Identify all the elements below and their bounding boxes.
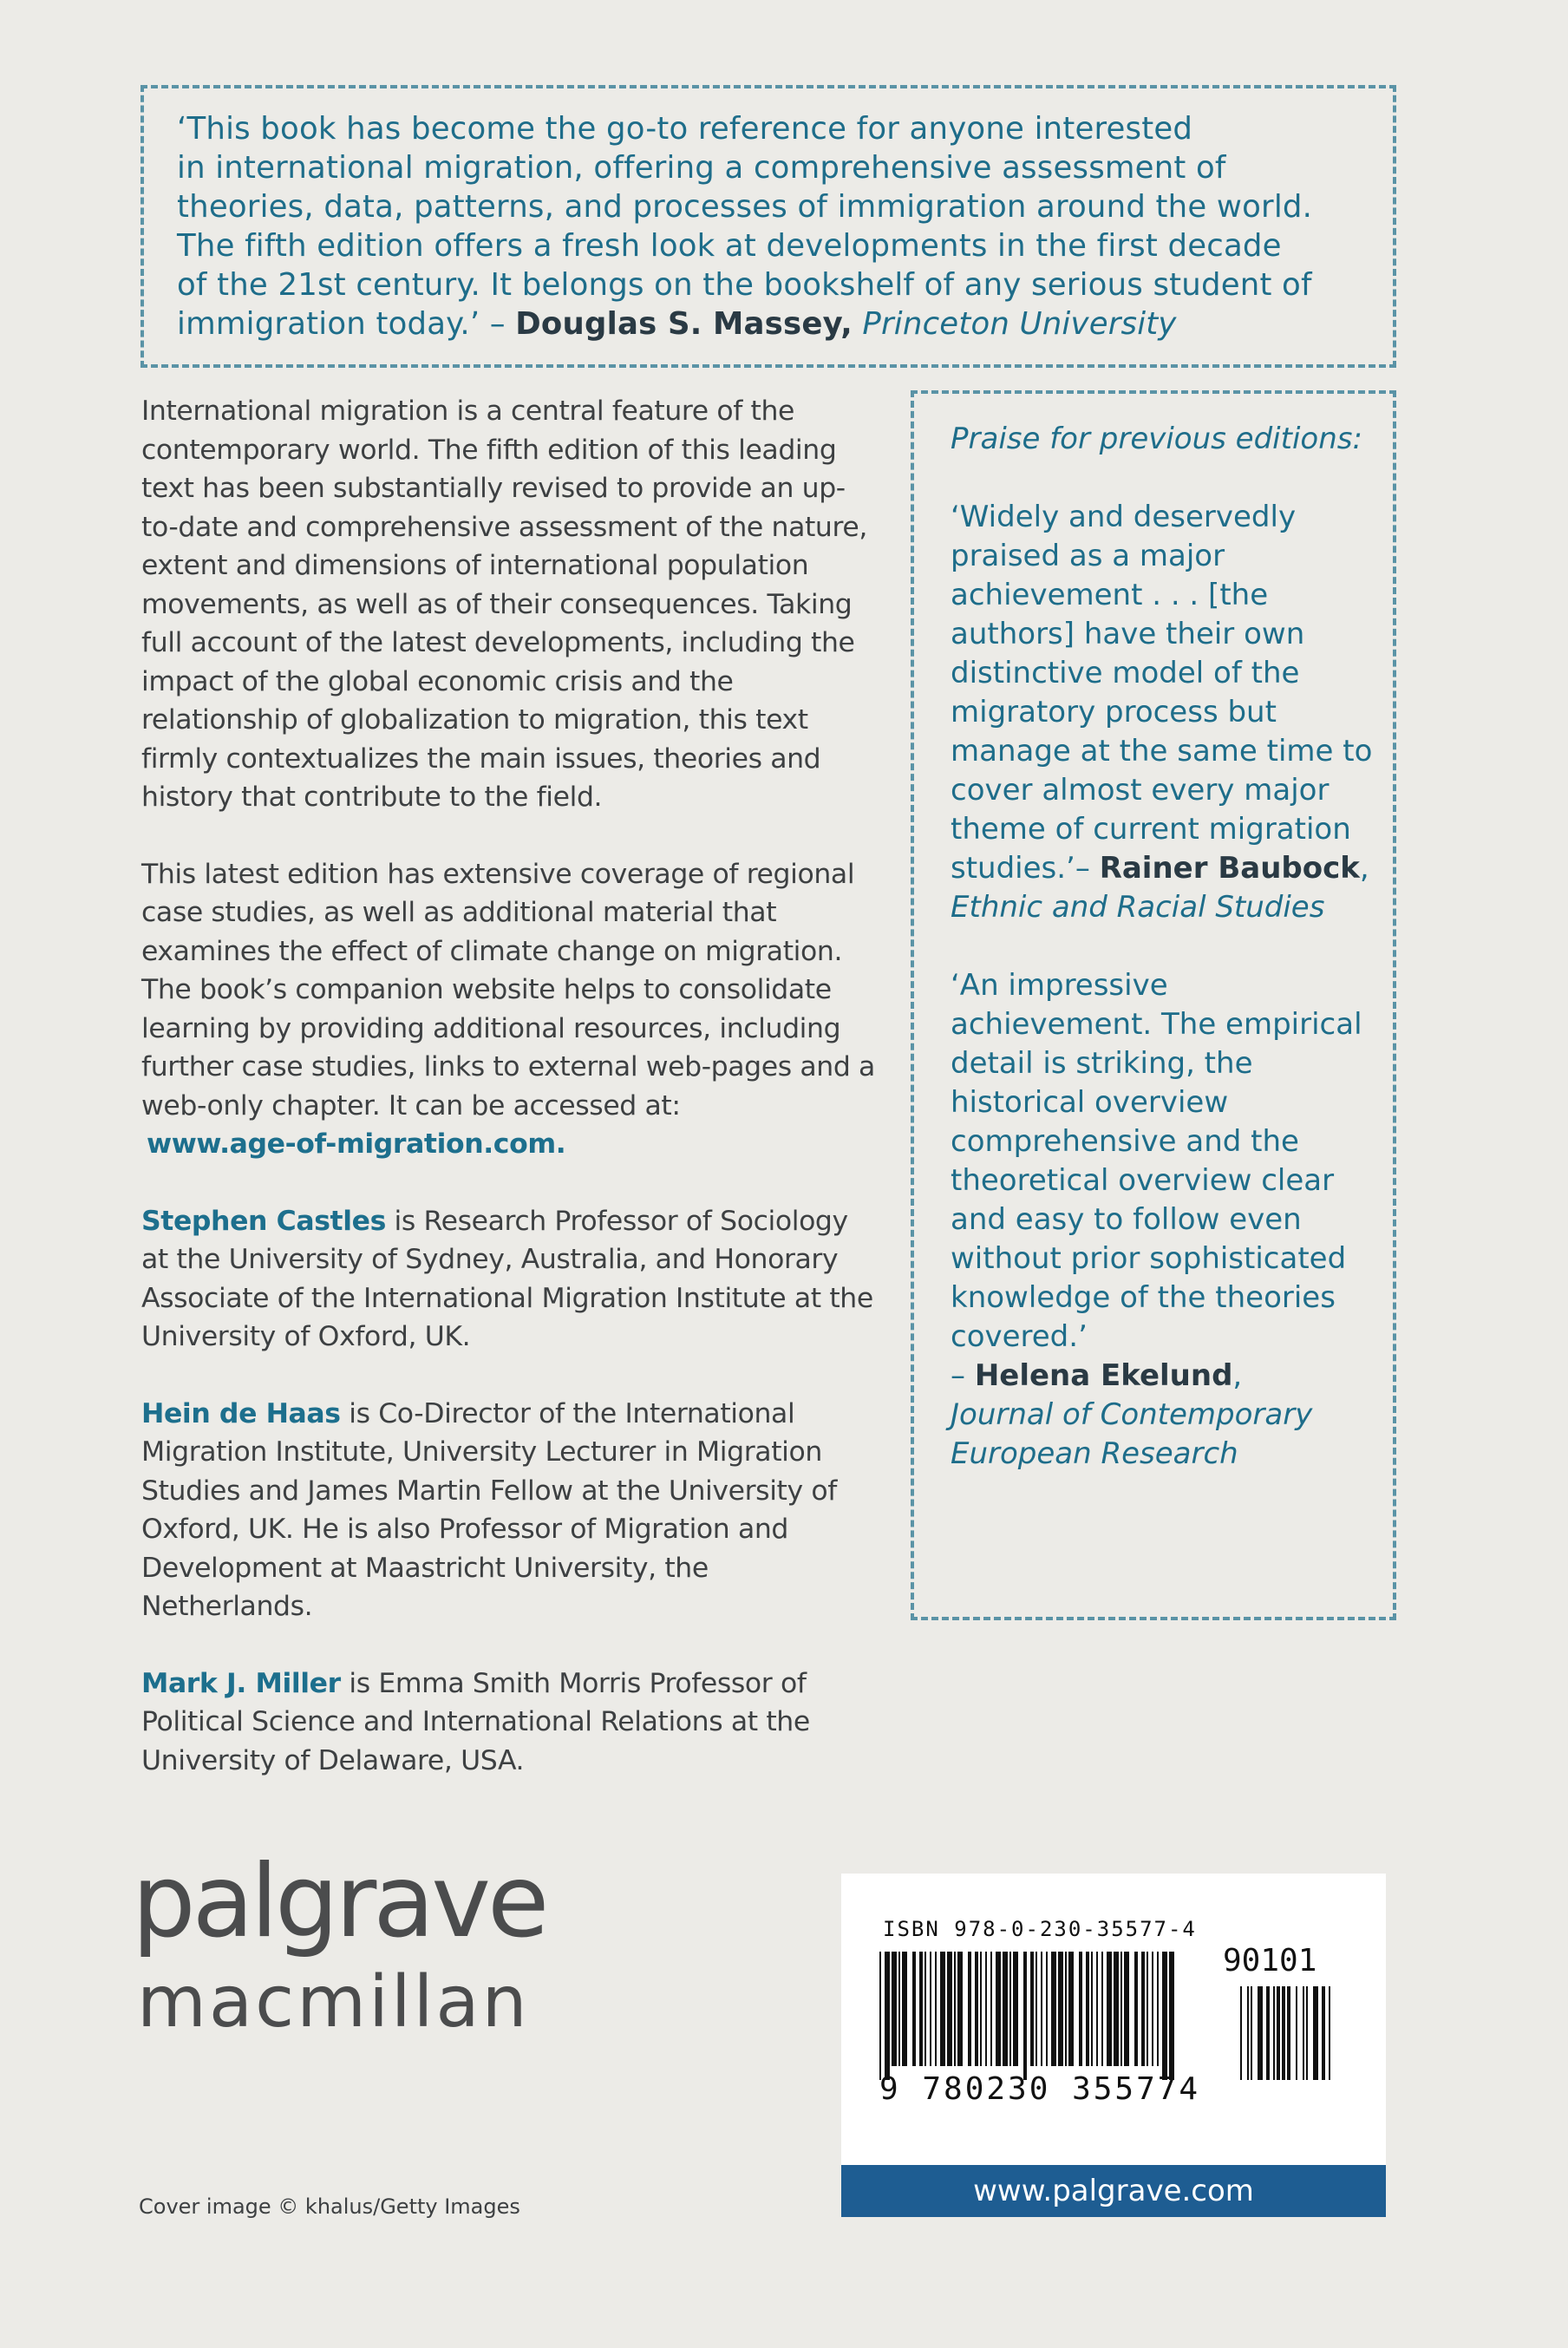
barcode-bar — [1051, 1952, 1056, 2066]
barcode-addon-bar — [1251, 1986, 1252, 2080]
barcode-bar — [1124, 1952, 1129, 2066]
praise-heading-text: Praise for previous editions: — [951, 422, 1362, 456]
barcode-addon-bar — [1273, 1986, 1275, 2080]
barcode-addon-bar — [1306, 1986, 1308, 2080]
praise-source: Ethnic and Racial Studies — [951, 890, 1325, 925]
barcode-bar — [954, 1952, 956, 2066]
praise-box — [911, 390, 1396, 1620]
barcode-bar — [1068, 1952, 1074, 2066]
praise-quote: ‘An impressive achievement. The empirical detail is striking, the historical overview comprehensive and the theoretical overview clear and easy to follow even without prior sophisticated knowledge of the theories covered.’ – Helena Ekelund, Journal of Contemporary European Research — [951, 968, 1362, 1471]
praise-source: Journal of Contemporary European Research — [951, 1397, 1313, 1471]
companion-website-link[interactable]: www.age-of-migration.com. — [147, 1128, 566, 1160]
barcode-bar — [990, 1952, 992, 2066]
barcode-bar — [898, 1952, 900, 2066]
spacer — [951, 927, 1375, 966]
barcode-bar — [1046, 1952, 1048, 2066]
barcode-bar — [1157, 1952, 1159, 2066]
barcode-bar — [924, 1952, 926, 2066]
publisher-website[interactable]: www.palgrave.com — [841, 2165, 1386, 2217]
barcode-bar — [1096, 1952, 1098, 2066]
author-bio-text: is Research Professor of Sociology at the University of Sydney, Australia, and Honorary Associate of the International Migration Institute at the University of Oxford, UK. — [141, 1205, 873, 1352]
barcode-bar — [892, 1952, 897, 2066]
author-name: Stephen Castles — [141, 1205, 386, 1237]
barcode-addon-bar — [1313, 1986, 1318, 2080]
barcode-addon-bar — [1258, 1986, 1263, 2080]
barcode-bar — [1101, 1952, 1103, 2066]
top-review-quote — [140, 85, 1396, 368]
quote-line-last — [177, 304, 1341, 343]
barcode-bar — [1134, 1952, 1138, 2066]
praise-author: Helena Ekelund — [974, 1358, 1233, 1393]
price-code: 90101 — [1223, 1943, 1317, 1978]
barcode-bar — [1147, 1952, 1148, 2066]
barcode-bar — [1009, 1952, 1011, 2066]
quote-text: immigration today.’ – — [177, 306, 516, 342]
barcode-bar — [1030, 1952, 1034, 2066]
barcode-addon-bar — [1296, 1986, 1297, 2080]
barcode-bar — [1091, 1952, 1093, 2066]
author-name: Hein de Haas — [141, 1397, 341, 1429]
quote-affiliation: Princeton University — [862, 306, 1177, 342]
description-paragraph — [141, 855, 879, 1164]
barcode-panel — [841, 1874, 1386, 2168]
barcode-graphic — [876, 1952, 1351, 2082]
barcode-bar — [1152, 1952, 1153, 2066]
author-name: Mark J. Miller — [141, 1667, 341, 1699]
quote-line: The fifth edition offers a fresh look at developments in the first decade — [177, 228, 1282, 264]
cover-credit: Cover image © khalus/Getty Images — [139, 2194, 520, 2219]
barcode-bar — [919, 1952, 923, 2066]
barcode-addon-bar — [1287, 1986, 1290, 2080]
barcode-bar — [957, 1952, 963, 2066]
barcode-bar — [930, 1952, 931, 2066]
isbn-text: ISBN 978-0-230-35577-4 — [883, 1917, 1197, 1941]
barcode-bar — [1120, 1952, 1122, 2066]
quote-line: theories, data, patterns, and processes of immigration around the world. — [177, 189, 1313, 225]
barcode-bar — [902, 1952, 907, 2066]
barcode-addon-bar — [1247, 1986, 1249, 2080]
barcode-bar — [1169, 1952, 1174, 2080]
barcode-bar — [985, 1952, 987, 2066]
barcode-bar — [935, 1952, 937, 2066]
barcode-addon-bar — [1303, 1986, 1304, 2080]
praise-heading — [951, 420, 1375, 459]
barcode-bar — [1065, 1952, 1067, 2066]
barcode-bar — [1036, 1952, 1037, 2066]
spacer — [951, 459, 1375, 498]
barcode-addon-bar — [1277, 1986, 1280, 2080]
author-bio — [141, 1202, 879, 1357]
praise-quote-text: ‘An impressive achievement. The empirical detail is striking, the historical overview comprehensive and the theoretical overview clear and easy to follow even without prior sophisticated knowledge of the theories covered.’ — [951, 968, 1362, 1354]
ean-digits: 9 780230 355774 — [879, 2071, 1201, 2107]
barcode-addon-bar — [1282, 1986, 1285, 2080]
barcode-addon-bar — [1322, 1986, 1325, 2080]
praise-quote-text: ‘Widely and deservedly praised as a major achievement . . . [the authors] have their own distinctive model of the migratory process but manage at the same time to cover almost every major theme of current migration studies.’– — [951, 500, 1373, 886]
author-bio — [141, 1395, 879, 1626]
description-paragraph: International migration is a central feature of the contemporary world. The fifth edition of this leading text has been substantially revised to provide an up-to-date and comprehensive assessment of the nature, extent and dimensions of international population movements, as well as of their consequences. Taking full account of the latest developments, including the impact of the global economic crisis and the relationship of globalization to migration, this text firmly contextualizes the main issues, theories and history that contribute to the field. — [141, 396, 867, 813]
barcode-bar — [1114, 1952, 1119, 2066]
quote-line: ‘This book has become the go-to reference for anyone interested — [177, 111, 1193, 147]
barcode-bar — [968, 1952, 971, 2066]
description-text: This latest edition has extensive coverage of regional case studies, as well as additional material that examines the effect of climate change on migration. The book’s companion website helps to consolidate learning by providing additional resources, including further case studies, links to external web-pages and a web-only chapter. It can be accessed at: — [141, 858, 875, 1122]
barcode-bar — [1013, 1952, 1018, 2066]
barcode-bar — [940, 1952, 945, 2066]
barcode-bar — [1003, 1952, 1008, 2066]
praise-quote: ‘Widely and deservedly praised as a major achievement . . . [the authors] have their own distinctive model of the migratory process but manage at the same time to cover almost every major theme of current migration studies.’– Rainer Baubock, Ethnic and Racial Studies — [951, 500, 1373, 925]
barcode-bar — [1141, 1952, 1145, 2066]
barcode-bar — [1023, 1952, 1027, 2080]
quote-line: in international migration, offering a comprehensive assessment of — [177, 150, 1226, 186]
barcode-bar — [996, 1952, 1001, 2066]
barcode-bar — [1041, 1952, 1042, 2066]
barcode-bar — [879, 1952, 881, 2080]
barcode-addon-bar — [1329, 1986, 1330, 2080]
author-bio-text: is Emma Smith Morris Professor of Political Science and International Relations at the University of Delaware, USA. — [141, 1667, 810, 1776]
book-description — [141, 392, 879, 1818]
dash: – — [951, 1358, 975, 1393]
quote-author: Douglas S. Massey, — [515, 306, 853, 342]
publisher-logo-macmillan: macmillan — [137, 1961, 530, 2044]
barcode-bar — [1162, 1952, 1167, 2080]
quote-line: of the 21st century. It belongs on the bookshelf of any serious student of — [177, 267, 1312, 303]
barcode-bar — [912, 1952, 916, 2066]
barcode-bar — [980, 1952, 982, 2066]
barcode-addon-bar — [1240, 1986, 1242, 2080]
barcode-addon-bar — [1266, 1986, 1270, 2080]
barcode-bar — [885, 1952, 890, 2080]
barcode-bar — [1107, 1952, 1112, 2066]
barcode-bar — [975, 1952, 978, 2066]
author-bio-text: is Co-Director of the International Migration Institute, University Lecturer in Migration Studies and James Martin Fellow at the University of Oxford, UK. He is also Professor of Migration and Development at Maastricht University, the Netherlands. — [141, 1397, 837, 1622]
publisher-logo-palgrave: palgrave — [132, 1843, 546, 1960]
barcode-bar — [1086, 1952, 1089, 2066]
barcode-bar — [1058, 1952, 1063, 2066]
barcode-bar — [1079, 1952, 1082, 2066]
author-bio — [141, 1665, 879, 1781]
barcode-bar — [947, 1952, 952, 2066]
praise-author: Rainer Baubock — [1099, 851, 1360, 886]
